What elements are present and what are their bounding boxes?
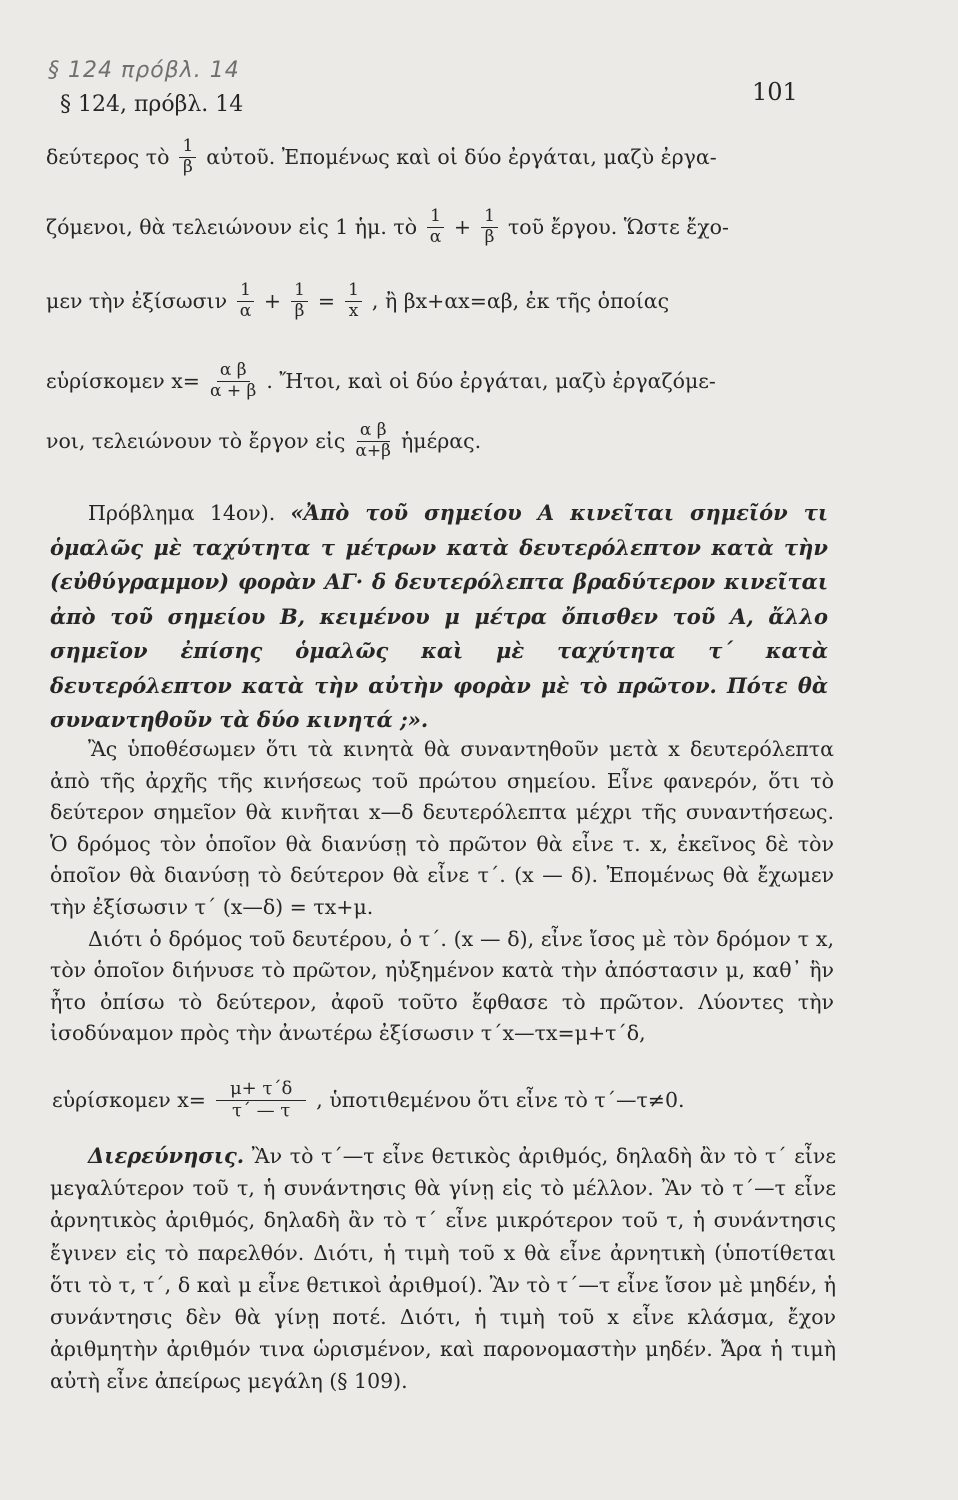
fraction-denominator: β [484,226,495,247]
derivation-line-1 [46,138,846,177]
problem-block [50,496,828,738]
fraction-numerator: 1 [179,138,196,158]
fraction-denominator: α [239,300,252,321]
fraction-numerator: 1 [427,208,444,228]
plus-sign: + [263,289,282,314]
fraction [427,208,444,247]
page-number: 101 [752,78,798,106]
fraction-numerator: α β [217,362,250,382]
equals-sign: = [317,289,336,314]
fraction-numerator: 1 [345,282,362,302]
fraction-numerator: μ+ τ΄δ [216,1080,306,1101]
text-fragment: εὑρίσκομεν x= [46,369,200,394]
problem-paragraph [50,496,828,738]
text-fragment: δεύτερος τὸ [46,145,170,170]
fraction [216,1080,306,1121]
text-fragment: , ἢ βx+αx=αβ, ἐκ τῆς ὁποίας [371,289,670,314]
fraction-denominator: β [182,156,193,177]
solution-block [50,734,834,1050]
text-fragment: . Ἤτοι, καὶ οἱ δύο ἐργάται, μαζὺ ἐργαζόμε- [266,369,716,394]
derivation-line-5 [46,422,846,461]
text-fragment: τοῦ ἔργου. Ὥστε ἔχο- [507,215,729,240]
problem-label: Πρόβλημα 14ον). [88,501,276,525]
fraction [237,282,254,321]
solution-formula-line [52,1080,832,1121]
discussion-label: Διερεύνησις. [88,1143,245,1168]
solution-paragraph-1: Ἂς ὑποθέσωμεν ὅτι τὰ κινητὰ θὰ συναντηθοῦν μετὰ x δευτερόλεπτα ἀπὸ τῆς ἀρχῆς τῆς κινήσεως τοῦ πρώτου σημείου. Εἶνε φανερόν, ὅτι τὸ δεύτερον σημεῖον θὰ κινῆται x—δ δευτερόλεπτα μέχρι τῆς συναντήσεως. Ὁ δρόμος τὸν ὁποῖον θὰ διανύσῃ τὸ πρῶτον θὰ εἶνε τ. x, ἐκεῖνος δὲ τὸν ὁποῖον θὰ διανύσῃ τὸ δεύτερον θὰ εἶνε τ΄. (x — δ). Ἐπομένως θὰ ἔχωμεν τὴν ἐξίσωσιν τ΄ (x—δ) = τx+μ. [50,737,834,919]
fraction [345,282,362,321]
fraction-denominator: x [348,300,359,321]
text-fragment: , ὑποτιθεμένου ὅτι εἶνε τὸ τ΄—τ≠0. [316,1088,685,1113]
fraction-denominator: α [429,226,442,247]
fraction-denominator: τ΄ — τ [231,1099,291,1121]
fraction [355,422,391,461]
text-fragment: ἡμέρας. [400,429,482,454]
text-fragment: αὐτοῦ. Ἐπομένως καὶ οἱ δύο ἐργάται, μαζὺ ἐργα- [206,145,717,170]
plus-sign: + [453,215,472,240]
fraction-numerator: 1 [237,282,254,302]
discussion-paragraph [50,1140,836,1398]
text-fragment: μεν τὴν ἐξίσωσιν [46,289,228,314]
problem-statement: «Ἀπὸ τοῦ σημείου Α κινεῖται σημεῖόν τι ὁμαλῶς μὲ ταχύτητα τ μέτρων κατὰ δευτερόλεπτον κατὰ τὴν (εὐθύγραμμον) φορὰν ΑΓ· δ δευτερόλεπτα βραδύτερον κινεῖται ἀπὸ τοῦ σημείου Β, κειμένου μ μέτρα ὄπισθεν τοῦ Α, ἄλλο σημεῖον ἐπίσης ὁμαλῶς καὶ μὲ ταχύτητα τ΄ κατὰ δευτερόλεπτον κατὰ τὴν αὐτὴν φορὰν μὲ τὸ πρῶτον. Πότε θὰ συναντηθοῦν τὰ δύο κινητά ;». [50,500,829,732]
fraction-numerator: 1 [481,208,498,228]
fraction [210,362,256,401]
handwritten-note: § 124 πρόβλ. 14 [48,58,240,83]
derivation-line-4 [46,362,846,401]
text-fragment: ζόμενοι, θὰ τελειώνουν εἰς 1 ἡμ. τὸ [46,215,418,240]
fraction [481,208,498,247]
fraction [291,282,308,321]
section-label: § 124, πρόβλ. 14 [60,92,244,117]
fraction-denominator: β [294,300,305,321]
text-fragment: νοι, τελειώνουν τὸ ἔργον εἰς [46,429,346,454]
text-fragment: εὑρίσκομεν x= [52,1088,206,1113]
derivation-line-2 [46,208,846,247]
fraction-denominator: α+β [355,440,391,461]
solution-paragraph-2: Διότι ὁ δρόμος τοῦ δευτέρου, ὁ τ΄. (x — δ), εἶνε ἴσος μὲ τὸν δρόμον τ x, τὸν ὁποῖον διήνυσε τὸ πρῶτον, ηὐξημένον κατὰ τὴν ἀπόστασιν μ, καθ᾽ ἣν ἦτο ὀπίσω τὸ δεύτερον, ἀφοῦ τοῦτο ἔφθασε τὸ πρῶτον. Λύοντες τὴν ἰσοδύναμον πρὸς τὴν ἀνωτέρω ἐξίσωσιν τ΄x—τx=μ+τ΄δ, [50,926,834,1046]
discussion-text: Ἂν τὸ τ΄—τ εἶνε θετικὸς ἀριθμός, δηλαδὴ ἂν τὸ τ΄ εἶνε μεγαλύτερον τοῦ τ, ἡ συνάντησις θὰ γίνῃ εἰς τὸ μέλλον. Ἂν τὸ τ΄—τ εἶνε ἀρνητικὸς ἀριθμός, δηλαδὴ ἂν τὸ τ΄ εἶνε μικρότερον τοῦ τ, ἡ συνάντησις ἔγινεν εἰς τὸ παρελθόν. Διότι, ἡ τιμὴ τοῦ x θὰ εἶνε ἀρνητικὴ (ὑποτίθεται ὅτι τὸ τ, τ΄, δ καὶ μ εἶνε θετικοὶ ἀριθμοί). Ἂν τὸ τ΄—τ εἶνε ἴσον μὲ μηδέν, ἡ συνάντησις δὲν θὰ γίνῃ ποτέ. Διότι, ἡ τιμὴ τοῦ x εἶνε κλάσμα, ἔχον ἀριθμητὴν ἀριθμόν τινα ὡρισμένον, καὶ παρονομαστὴν μηδέν. Ἄρα ἡ τιμὴ αὐτὴ εἶνε ἀπείρως μεγάλη (§ 109). [50,1144,836,1394]
discussion-block [50,1140,836,1398]
fraction-numerator: 1 [291,282,308,302]
derivation-line-3 [46,282,846,321]
fraction-numerator: α β [357,422,390,442]
fraction-denominator: α + β [209,380,257,401]
fraction [179,138,196,177]
